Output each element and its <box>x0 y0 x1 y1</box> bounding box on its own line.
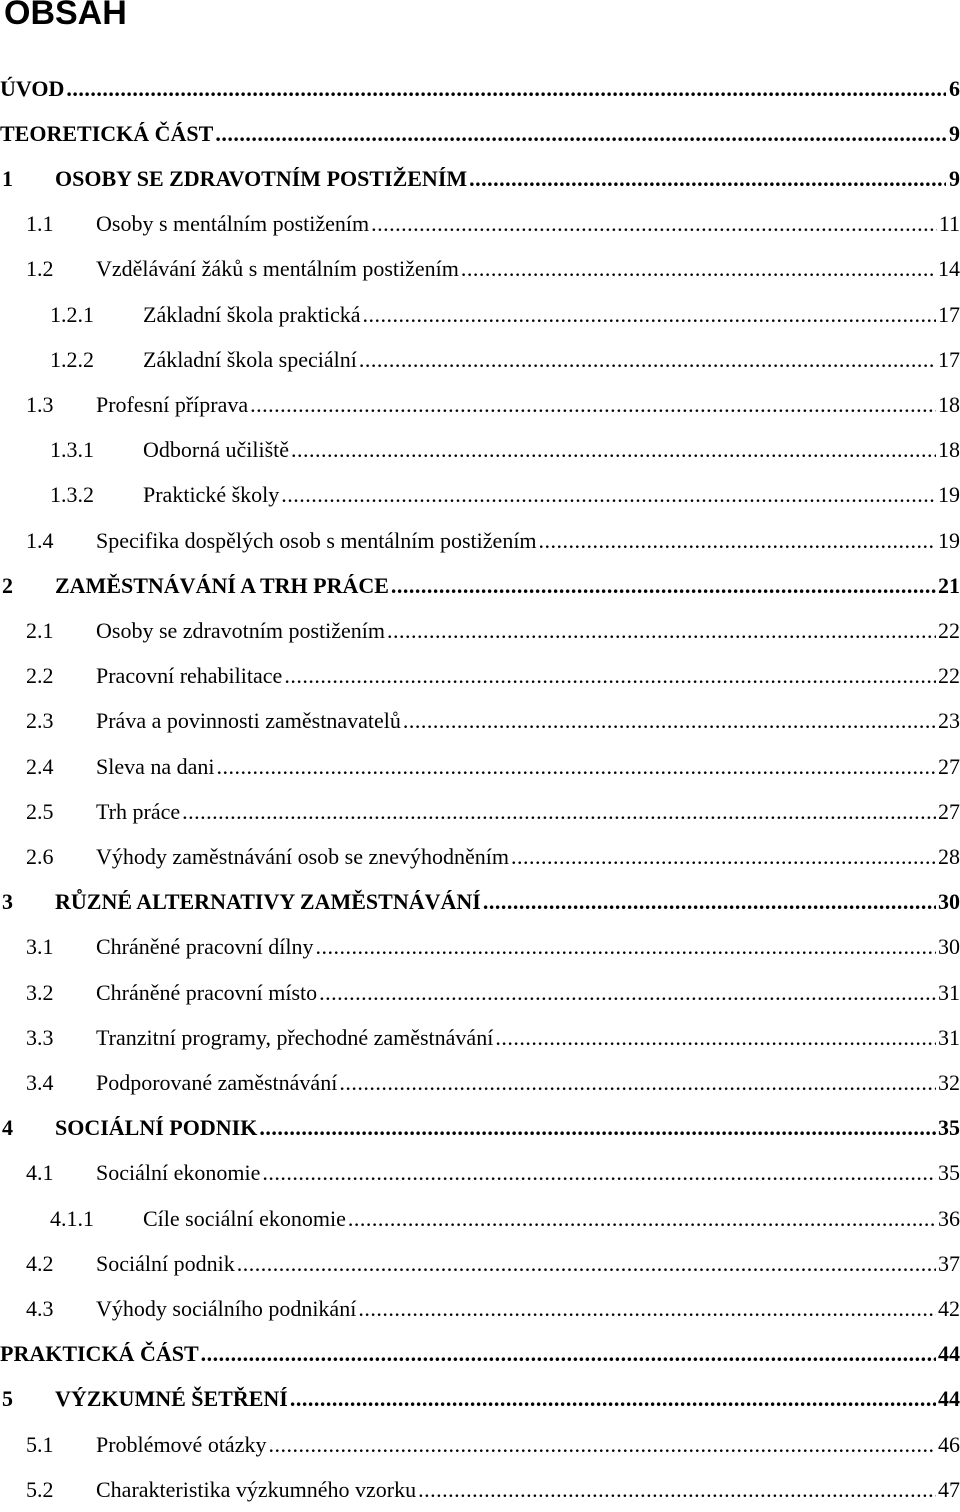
toc-entry-title: Chráněné pracovní místo <box>96 979 318 1005</box>
toc-entry[interactable] <box>0 834 960 879</box>
toc-entry-title: PRAKTICKÁ ČÁST <box>0 1341 199 1367</box>
toc-entry-page-number: 27 <box>938 798 960 824</box>
toc-entry[interactable] <box>0 1241 960 1286</box>
toc-entry-title: Vzdělávání žáků s mentálním postižením <box>96 256 459 282</box>
toc-entry-number: 1.2 <box>26 256 54 282</box>
toc-entry[interactable] <box>0 608 960 653</box>
toc-entry[interactable] <box>0 337 960 382</box>
toc-entry[interactable] <box>0 1196 960 1241</box>
toc-entry-page-number: 22 <box>938 663 960 689</box>
toc-entry[interactable] <box>0 563 960 608</box>
toc-entry-number: 3 <box>2 889 13 915</box>
dot-leader <box>348 1208 936 1230</box>
toc-entry[interactable] <box>0 1151 960 1196</box>
toc-entry[interactable] <box>0 654 960 699</box>
toc-entry-title: Charakteristika výzkumného vzorku <box>96 1476 417 1502</box>
dot-leader <box>268 1434 936 1456</box>
dot-leader <box>217 756 936 778</box>
toc-entry-title: Cíle sociální ekonomie <box>143 1205 346 1231</box>
toc-entry-page-number: 14 <box>938 256 960 282</box>
toc-entry[interactable] <box>0 1286 960 1331</box>
toc-entry-number: 1.4 <box>26 527 54 553</box>
toc-entry-number: 1.1 <box>26 211 54 237</box>
dot-leader <box>461 258 936 280</box>
toc-entry-page-number: 37 <box>938 1250 960 1276</box>
dot-leader <box>469 168 946 190</box>
toc-entry-page-number: 23 <box>938 708 960 734</box>
toc-entry-page-number: 35 <box>938 1160 960 1186</box>
dot-leader <box>201 1343 936 1365</box>
toc-entry-title: Sleva na dani <box>96 753 215 779</box>
toc-entry-number: 1.3.1 <box>50 437 94 463</box>
dot-leader <box>319 982 936 1004</box>
dot-leader <box>391 575 936 597</box>
toc-entry[interactable] <box>0 1015 960 1060</box>
toc-entry-page-number: 46 <box>938 1431 960 1457</box>
dot-leader <box>281 484 936 506</box>
toc-entry-page-number: 30 <box>938 934 960 960</box>
toc-entry-page-number: 19 <box>938 527 960 553</box>
toc-entry-number: 4 <box>2 1115 13 1141</box>
toc-entry-title: Trh práce <box>96 798 181 824</box>
toc-entry-page-number: 42 <box>938 1295 960 1321</box>
toc-entry[interactable] <box>0 1422 960 1467</box>
toc-entry-number: 2 <box>2 572 13 598</box>
toc-entry-page-number: 27 <box>938 753 960 779</box>
dot-leader <box>215 123 946 145</box>
toc-entry[interactable] <box>0 880 960 925</box>
toc-entry-page-number: 36 <box>938 1205 960 1231</box>
toc-entry-number: 2.2 <box>26 663 54 689</box>
toc-entry-title: Výhody sociálního podnikání <box>96 1295 357 1321</box>
toc-entry-page-number: 35 <box>938 1115 960 1141</box>
toc-entry-page-number: 18 <box>938 391 960 417</box>
toc-entry[interactable] <box>0 1060 960 1105</box>
toc-entry-title: Problémové otázky <box>96 1431 267 1457</box>
toc-entry-page-number: 21 <box>938 572 960 598</box>
toc-entry-title: ÚVOD <box>0 75 65 101</box>
toc-entry-number: 4.3 <box>26 1295 54 1321</box>
toc-entry-title: Odborná učiliště <box>143 437 290 463</box>
dot-leader <box>66 78 946 100</box>
toc-entry[interactable] <box>0 202 960 247</box>
toc-entry-page-number: 44 <box>938 1386 960 1412</box>
dot-leader <box>495 1027 936 1049</box>
toc-entry-page-number: 18 <box>938 437 960 463</box>
toc-entry-number: 4.2 <box>26 1250 54 1276</box>
toc-entry[interactable] <box>0 699 960 744</box>
toc-entry-number: 1.3.2 <box>50 482 94 508</box>
toc-entry-number: 3.2 <box>26 979 54 1005</box>
toc-entry-number: 2.4 <box>26 753 54 779</box>
dot-leader <box>358 1298 936 1320</box>
toc-entry-page-number: 6 <box>949 75 960 101</box>
toc-entry-title: Základní škola praktická <box>143 301 361 327</box>
toc-entry-number: 1.2.1 <box>50 301 94 327</box>
toc-entry-page-number: 30 <box>938 889 960 915</box>
toc-entry-page-number: 44 <box>938 1341 960 1367</box>
toc-entry-number: 3.4 <box>26 1069 54 1095</box>
toc-entry-title: Pracovní rehabilitace <box>96 663 283 689</box>
dot-leader <box>387 620 936 642</box>
toc-entry[interactable] <box>0 1467 960 1512</box>
toc-entry-title: Podporované zaměstnávání <box>96 1069 338 1095</box>
toc-entry[interactable] <box>0 789 960 834</box>
toc-entry-title: ZAMĚSTNÁVÁNÍ A TRH PRÁCE <box>55 572 389 598</box>
toc-entry-number: 1.3 <box>26 391 54 417</box>
toc-entry-title: Specifika dospělých osob s mentálním postižením <box>96 527 537 553</box>
toc-entry-title: OSOBY SE ZDRAVOTNÍM POSTIŽENÍM <box>55 165 468 191</box>
dot-leader <box>250 394 936 416</box>
dot-leader <box>291 439 936 461</box>
toc-entry-number: 4.1 <box>26 1160 54 1186</box>
toc-entry-title: Základní škola speciální <box>143 346 357 372</box>
dot-leader <box>403 710 936 732</box>
toc-entry-title: Osoby s mentálním postižením <box>96 211 370 237</box>
toc-entry-title: SOCIÁLNÍ PODNIK <box>55 1115 258 1141</box>
toc-entry-page-number: 11 <box>938 211 960 237</box>
dot-leader <box>539 530 936 552</box>
toc-entry[interactable] <box>0 518 960 563</box>
toc-entry-page-number: 22 <box>938 617 960 643</box>
toc-entry-number: 2.3 <box>26 708 54 734</box>
toc-entry-title: Profesní příprava <box>96 391 249 417</box>
dot-leader <box>290 1388 936 1410</box>
toc-entry-title: VÝZKUMNÉ ŠETŘENÍ <box>55 1386 288 1412</box>
toc-entry-number: 5.1 <box>26 1431 54 1457</box>
toc-entry[interactable] <box>0 1106 960 1151</box>
toc-entry[interactable] <box>0 925 960 970</box>
toc-entry[interactable] <box>0 382 960 427</box>
dot-leader <box>182 801 936 823</box>
toc-entry-title: Sociální podnik <box>96 1250 235 1276</box>
dot-leader <box>511 846 936 868</box>
dot-leader <box>284 665 936 687</box>
toc-entry-title: Praktické školy <box>143 482 280 508</box>
toc-entry[interactable] <box>0 744 960 789</box>
toc-entry[interactable] <box>0 1377 960 1422</box>
toc-entry-page-number: 9 <box>949 165 960 191</box>
toc-entry[interactable] <box>0 111 960 156</box>
dot-leader <box>418 1479 936 1501</box>
toc-entry-number: 2.5 <box>26 798 54 824</box>
toc-entry-number: 5 <box>2 1386 13 1412</box>
toc-entry[interactable] <box>0 1332 960 1377</box>
toc-entry-page-number: 47 <box>938 1476 960 1502</box>
toc-entry[interactable] <box>0 156 960 201</box>
toc-entry-title: Tranzitní programy, přechodné zaměstnávání <box>96 1024 494 1050</box>
toc-entry-number: 1 <box>2 165 13 191</box>
dot-leader <box>483 891 936 913</box>
toc-entry-number: 2.6 <box>26 843 54 869</box>
dot-leader <box>316 936 937 958</box>
toc-entry[interactable] <box>0 66 960 111</box>
dot-leader <box>262 1162 936 1184</box>
toc-entry-title: Práva a povinnosti zaměstnavatelů <box>96 708 401 734</box>
toc-entry[interactable] <box>0 428 960 473</box>
toc-entry-page-number: 17 <box>938 301 960 327</box>
dot-leader <box>371 213 937 235</box>
toc-entry[interactable] <box>0 247 960 292</box>
toc-entry-number: 3.1 <box>26 934 54 960</box>
toc-entry-number: 4.1.1 <box>50 1205 94 1231</box>
toc-entry-page-number: 9 <box>949 120 960 146</box>
toc-entry[interactable] <box>0 473 960 518</box>
toc-entry-title: Výhody zaměstnávání osob se znevýhodněním <box>96 843 510 869</box>
toc-entry-page-number: 17 <box>938 346 960 372</box>
toc-entry-title: RŮZNÉ ALTERNATIVY ZAMĚSTNÁVÁNÍ <box>55 889 481 915</box>
toc-entry-title: Chráněné pracovní dílny <box>96 934 314 960</box>
dot-leader <box>237 1253 936 1275</box>
toc-entry-number: 3.3 <box>26 1024 54 1050</box>
toc-entry-title: TEORETICKÁ ČÁST <box>0 120 214 146</box>
toc-entry-number: 2.1 <box>26 617 54 643</box>
toc-entry-page-number: 31 <box>938 1024 960 1050</box>
toc-entry-title: Osoby se zdravotním postižením <box>96 617 386 643</box>
dot-leader <box>362 304 936 326</box>
toc-entry-page-number: 31 <box>938 979 960 1005</box>
toc-entry-page-number: 19 <box>938 482 960 508</box>
page-title: OBSAH <box>4 0 127 32</box>
toc-entry[interactable] <box>0 292 960 337</box>
toc-entry-page-number: 28 <box>938 843 960 869</box>
dot-leader <box>259 1117 936 1139</box>
toc-entry-page-number: 32 <box>938 1069 960 1095</box>
toc-entry-title: Sociální ekonomie <box>96 1160 261 1186</box>
toc-entry-number: 1.2.2 <box>50 346 94 372</box>
toc-entry-number: 5.2 <box>26 1476 54 1502</box>
toc-entry[interactable] <box>0 970 960 1015</box>
dot-leader <box>339 1072 936 1094</box>
dot-leader <box>359 349 936 371</box>
